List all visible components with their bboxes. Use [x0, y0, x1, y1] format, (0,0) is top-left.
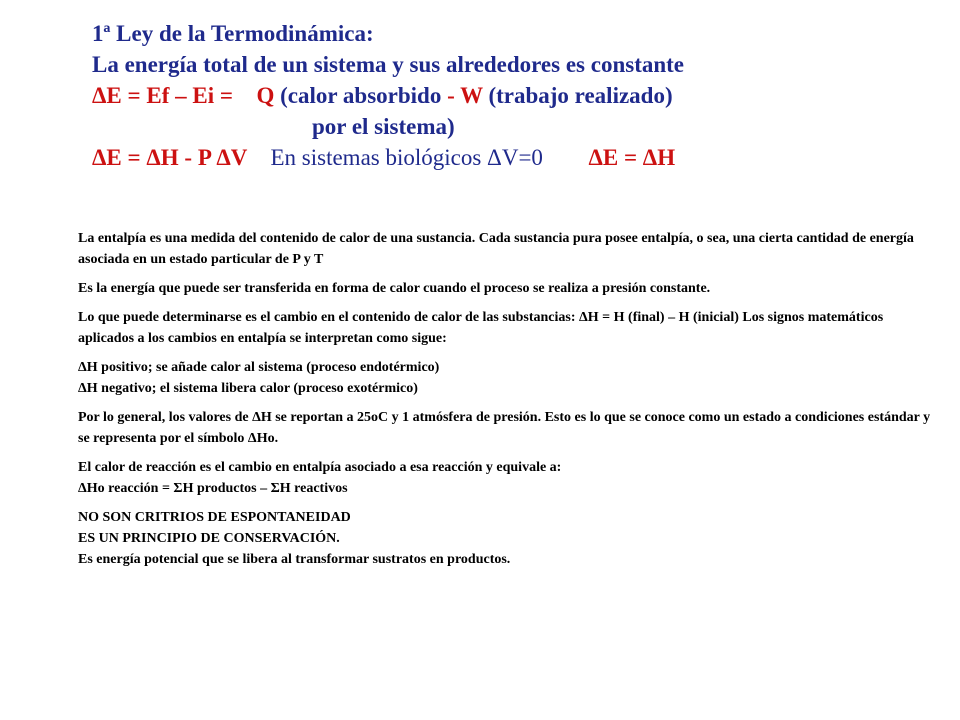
paragraph-reaction-heat: El calor de reacción es el cambio en entalpía asociado a esa reacción y equivale a:: [78, 460, 562, 475]
heat-symbol: Q: [256, 83, 275, 108]
heat-description: (calor absorbido: [280, 83, 442, 108]
biological-systems-note: En sistemas biológicos ΔV=0: [270, 145, 543, 170]
enthalpy-equation: ΔE = ΔH - P ΔV: [92, 145, 247, 170]
energy-equation-line: [92, 80, 942, 111]
paragraph-enthalpy-change: Lo que puede determinarse es el cambio en el contenido de calor de las substancias: ΔH = H (final) – H (inicial) Los signos matemáticos aplicados a los cambios en entalpía se interpretan como sigue:: [78, 310, 884, 346]
slide-body: [78, 228, 938, 570]
paragraph-positive-dh: ΔH positivo; se añade calor al sistema (proceso endotérmico): [78, 360, 440, 375]
work-description: (trabajo realizado): [488, 83, 673, 108]
slide-header: [92, 18, 942, 173]
paragraph-standard-conditions: Por lo general, los valores de ΔH se reportan a 25oC y 1 atmósfera de presión. Esto es lo que se conoce como un estado a condiciones estándar y se representa por el símbolo ΔHo.: [78, 410, 931, 446]
paragraph-reaction-formula: ΔHo reacción = ΣH productos – ΣH reactivos: [78, 481, 348, 496]
paragraph-enthalpy-definition: La entalpía es una medida del contenido de calor de una sustancia. Cada sustancia pura posee entalpía, o sea, una cierta cantidad de energía asociada en un estado particular de P y T: [78, 231, 914, 267]
work-symbol: W: [460, 83, 483, 108]
minus-sign: -: [447, 83, 455, 108]
paragraph-heat-transfer: Es la energía que puede ser transferida en forma de calor cuando el proceso se realiza a presión constante.: [78, 281, 711, 296]
first-law-statement: La energía total de un sistema y sus alrededores es constante: [92, 52, 685, 77]
paragraph-conservation-principle: ES UN PRINCIPIO DE CONSERVACIÓN.: [78, 531, 340, 546]
slide-title: 1ª Ley de la Termodinámica:: [92, 21, 374, 46]
paragraph-negative-dh: ΔH negativo; el sistema libera calor (proceso exotérmico): [78, 381, 418, 396]
energy-equation-continuation: por el sistema): [312, 114, 455, 139]
energy-equation-lhs: ΔE = Ef – Ei =: [92, 83, 233, 108]
enthalpy-equation-line: [92, 142, 942, 173]
paragraph-not-spontaneity: NO SON CRITRIOS DE ESPONTANEIDAD: [78, 510, 351, 525]
paragraph-potential-energy: Es energía potencial que se libera al transformar sustratos en productos.: [78, 552, 511, 567]
enthalpy-result: ΔE = ΔH: [588, 145, 676, 170]
